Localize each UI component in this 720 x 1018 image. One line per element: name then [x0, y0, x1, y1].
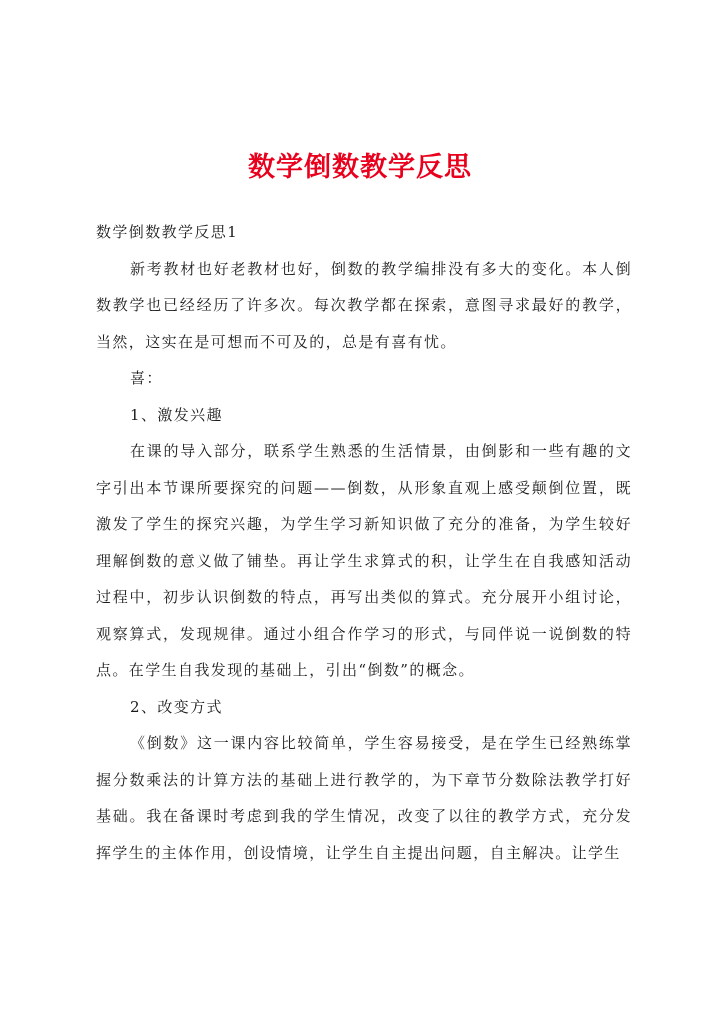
document-body — [96, 214, 632, 871]
paragraph-interest: 在课的导入部分，联系学生熟悉的生活情景，由倒影和一些有趣的文字引出本节课所要探究的问题——倒数，从形象直观上感受颠倒位置，既激发了学生的探究兴趣，为学生学习新知识做了充分的准备，为学生较好理解倒数的意义做了铺垫。再让学生求算式的积，让学生在自我感知活动过程中，初步认识倒数的特点，再写出类似的算式。充分展开小组讨论，观察算式，发现规律。通过小组合作学习的形式，与同伴说一说倒数的特点。在学生自我发现的基础上，引出“倒数”的概念。 — [96, 442, 632, 679]
subheading-interest: 1、激发兴趣 — [130, 405, 223, 424]
document-title: 数学倒数教学反思 — [248, 152, 472, 183]
paragraph-intro: 新考教材也好老教材也好，倒数的教学编排没有多大的变化。本人倒数教学也已经经历了许多次。每次教学都在探索，意图寻求最好的教学，当然，这实在是可想而不可及的，总是有喜有忧。 — [96, 259, 632, 351]
section-heading: 数学倒数教学反思1 — [96, 223, 239, 241]
paragraph-joy-label: 喜： — [130, 369, 163, 387]
subheading-method: 2、改变方式 — [130, 697, 223, 716]
paragraph-method: 《倒数》这一课内容比较简单，学生容易接受，是在学生已经熟练掌握分数乘法的计算方法的基础上进行教学的，为下章节分数除法教学打好基础。我在备课时考虑到我的学生情况，改变了以往的教学方式，充分发挥学生的主体作用，创设情境，让学生自主提出问题，自主解决。让学生 — [96, 734, 632, 862]
